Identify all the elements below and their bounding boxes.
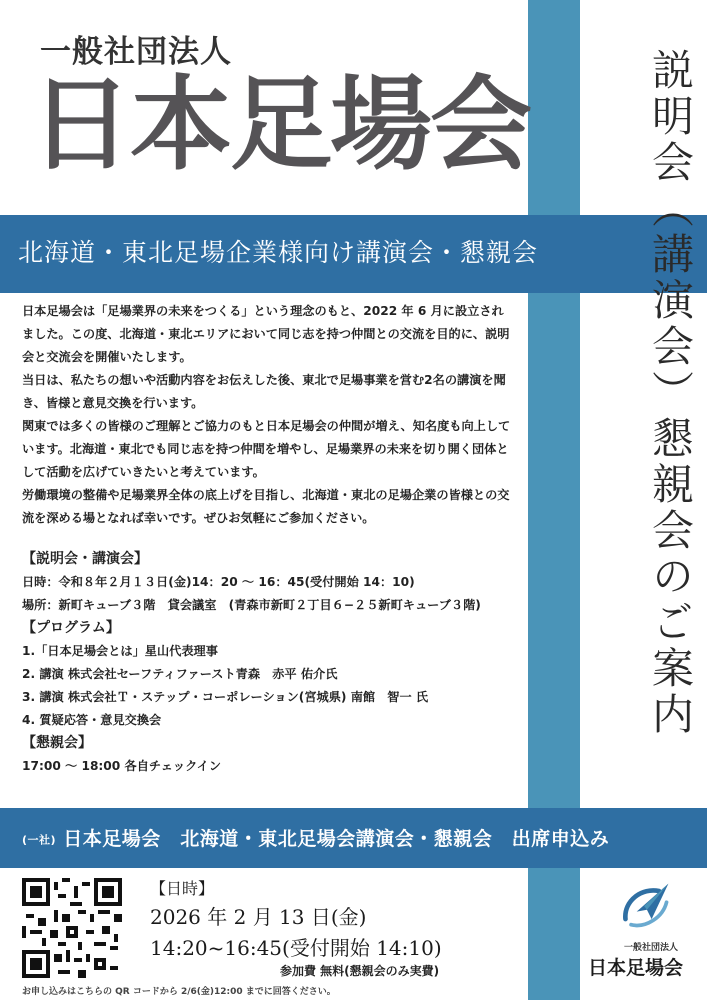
event-subtitle: 北海道・東北足場企業様向け講演会・懇親会 (18, 238, 539, 267)
program-item: 3. 講演 株式会社Ｔ・ステップ・コーポレーション(宮城県) 南館 智一 氏 (22, 690, 429, 704)
vertical-title (598, 48, 694, 808)
org-logo (588, 878, 698, 979)
page-title: 日本足場会 (30, 66, 530, 185)
program-item: 4. 質疑応答・意見交換会 (22, 713, 162, 727)
logo-org-type: 一般社団法人 (624, 943, 679, 953)
apply-date: 2026 年 2 月 13 日(金) (150, 905, 367, 929)
briefing-place: 場所：新町キューブ３階 貸会議室 (青森市新町２丁目６−２５新町キューブ３階) (22, 598, 481, 612)
apply-note: お申し込みはこちらの QR コードから 2/6(金)12:00 までに回答ください。 (22, 987, 336, 997)
program-heading: 【プログラム】 (22, 620, 120, 636)
logo-name: 日本足場会 (588, 957, 684, 979)
intro-paragraph: 関東では多くの皆様のご理解とご協力のもと日本足場会の仲間が増え、知名度も向上しています。北海道・東北でも同じ志を持つ仲間を増やし、足場業界の未来を切り開く団体として活動を広げていきたいと考えています。 (22, 419, 511, 479)
application-title-text: 日本足場会 北海道・東北足場会講演会・懇親会 出席申込み (63, 828, 610, 850)
qr-code[interactable] (22, 878, 122, 978)
intro-paragraph: 日本足場会は「足場業界の未来をつくる」という理念のもと、2022 年 6 月に設立されました。この度、北海道・東北エリアにおいて同じ志を持つ仲間との交流を目的に、説明会と交流会を開催いたします。 (22, 304, 510, 364)
intro-text (22, 300, 512, 530)
briefing-datetime: 日時：令和８年２月１３日(金)14：20 ～ 16：45(受付開始 14：10) (22, 575, 415, 589)
intro-paragraph: 当日は、私たちの想いや活動内容をお伝えした後、東北で足場事業を営む2名の講演を聞き、皆様と意見交換を行います。 (22, 373, 506, 410)
vertical-title-line: 懇親会のご案内 (646, 416, 695, 738)
party-heading: 【懇親会】 (22, 735, 92, 751)
participation-fee: 参加費 無料(懇親会のみ実費) (280, 964, 440, 978)
party-time: 17:00 ～ 18:00 各自チェックイン (22, 759, 222, 773)
vertical-title-line: 説明会 (646, 48, 695, 186)
paper-plane-logo-icon (618, 878, 674, 934)
apply-datetime (150, 876, 442, 961)
program-item: 2. 講演 株式会社セーフティファースト青森 赤平 佑介氏 (22, 667, 338, 681)
org-prefix: (一社) (22, 833, 57, 847)
event-details (22, 548, 517, 778)
briefing-heading: 【説明会・講演会】 (22, 551, 148, 567)
apply-time: 14:20~16:45(受付開始 14:10) (150, 936, 442, 960)
intro-paragraph: 労働環境の整備や足場業界全体の底上げを目指し、北海道・東北の足場企業の皆様との交流を深める場となれば幸いです。ぜひお気軽にご参加ください。 (22, 488, 510, 525)
vertical-title-line: （講演会） (646, 186, 695, 416)
program-item: 1.「日本足場会とは」星山代表理事 (22, 644, 218, 658)
org-type-label: 一般社団法人 (40, 34, 232, 70)
apply-label: 【日時】 (150, 879, 215, 898)
application-title (22, 824, 609, 851)
